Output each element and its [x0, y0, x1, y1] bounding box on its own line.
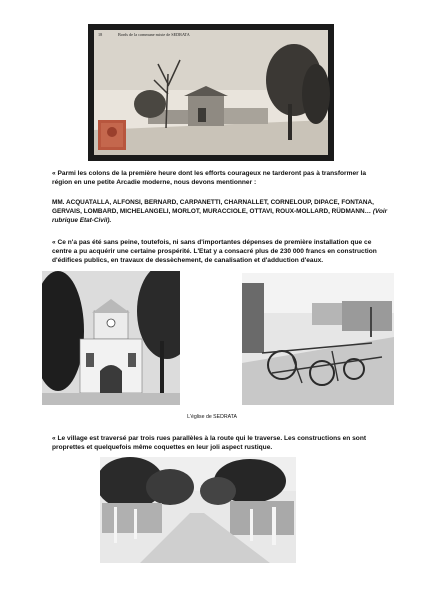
colonists-list: [52, 198, 388, 225]
postcard-caption: Bords de la commune mixte de SEDRATA: [118, 32, 190, 37]
street-machines-photo: [242, 273, 394, 405]
prosperity-paragraph: « Ce n'a pas été sans peine, toutefois, ni sans d'importantes dépenses de première installation que ce centre a pu acquérir une certaine prospérité. L'Etat y a consacré plus de 230 000 francs en construction d'édifices publics, en travaux de dessèchement, de canalisation et d'adduction d'eaux.: [52, 239, 377, 264]
church-caption: L'église de SEDRATA: [187, 414, 237, 420]
intro-paragraph: « Parmi les colons de la première heure dont les efforts courageux ne tarderont pas à transformer la région en une petite Arcadie moderne, nous devons mentionner :: [52, 170, 367, 186]
postcard-number: 18: [98, 32, 103, 37]
postcard-photo: [88, 24, 334, 161]
names-list-text: MM. ACQUATALLA, ALFONSI, BERNARD, CARPANETTI, CHARNALLET, CORNELOUP, DIPACE, FONTANA, GERVAIS, LOMBARD, MICHELANGELI, MORLOT, MURACCIOLE, OTTAVI, ROUX-MOLLARD, RÜDMANN…: [52, 199, 374, 215]
church-photo: [42, 271, 180, 405]
avenue-photo: [100, 457, 296, 563]
village-paragraph: « Le village est traversé par trois rues parallèles à la route qui le traverse. Les constructions en sont proprettes et quelquefois même coquettes en leur joli aspect rustique.: [52, 435, 367, 451]
names-list-note: (Voir rubrique Etat-Civil).: [52, 208, 388, 224]
